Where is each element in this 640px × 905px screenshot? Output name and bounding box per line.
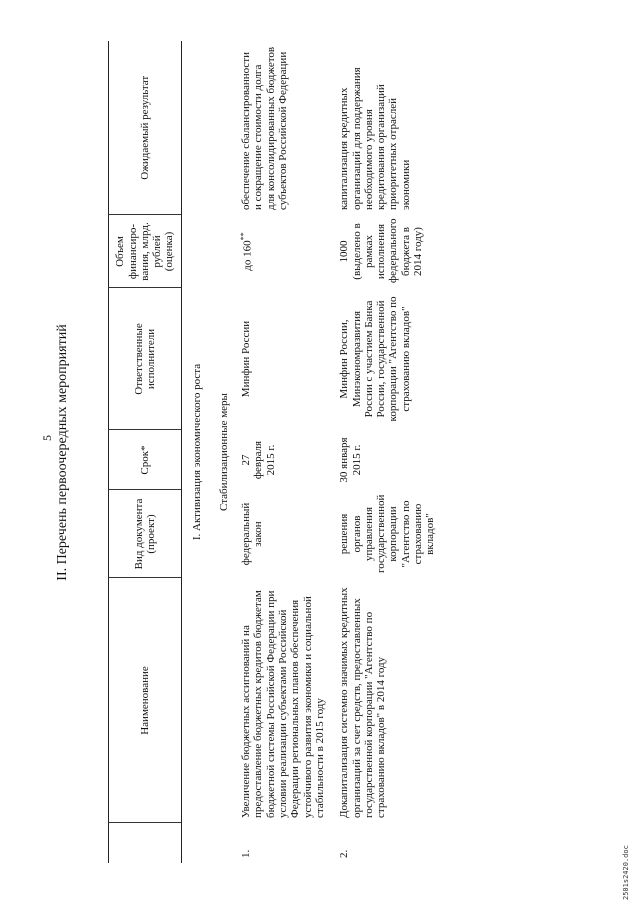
row-doc-type: решения органов управления государственной корпорации "Агентство по страхованию вкладов" xyxy=(338,494,437,573)
file-reference: 2501s2420.doc xyxy=(622,845,630,900)
row-result: капитализация кредитных организаций для поддержания необходимого уровня кредитования организаций приоритетных отраслей экономики xyxy=(338,67,412,210)
header-funding: Объем финансиро-вания, млрд. рублей (оценка) xyxy=(109,215,182,288)
subsection-heading: Стабилизационные меры xyxy=(217,393,230,511)
subsection-row xyxy=(212,41,236,863)
row-responsible: Минфин России xyxy=(240,320,252,398)
row-number: 2. xyxy=(338,849,351,858)
row-funding: 1000 (выделено в рамках исполнения федерального бюджета в 2014 году) xyxy=(338,218,425,283)
row-number: 1. xyxy=(240,849,252,858)
header-doc-type: Вид документа (проект) xyxy=(109,490,182,578)
row-name: Увеличение бюджетных ассигнований на предоставление бюджетных кредитов бюджетам бюджетной системы Российской Федерации при условии реализации субъектами Российской Федерации региональных планов обеспечения устойчивого развития экономики и социальной стабильности в 2015 году xyxy=(240,590,326,818)
header-responsible: Ответственные исполнители xyxy=(109,288,182,430)
table-header-row xyxy=(109,41,182,863)
table-row xyxy=(334,41,445,863)
measures-table xyxy=(108,41,445,863)
page-title: II. Перечень первоочередных мероприятий xyxy=(55,324,70,581)
row-deadline: 30 января 2015 г. xyxy=(338,437,363,483)
table-row xyxy=(236,41,334,863)
row-name: Докапитализация системно значимых кредитных организаций за счет средств, предоставленных государственной корпорации "Агентство по страхованию вкладов" в 2014 году xyxy=(338,587,388,818)
header-result: Ожидаемый результат xyxy=(109,41,182,215)
header-name: Наименование xyxy=(109,578,182,823)
row-deadline: 27 февраля 2015 г. xyxy=(240,440,277,480)
row-funding xyxy=(236,215,334,288)
header-deadline: Срок* xyxy=(109,430,182,490)
section-heading: I. Активизация экономического роста xyxy=(190,363,203,541)
page-number: 5 xyxy=(40,435,54,441)
funding-value: до 160 xyxy=(241,240,254,271)
row-responsible: Минфин России, Минэкономразвития России с участием Банка России, государственной корпорации "Агентство по страхованию вкладов" xyxy=(338,296,412,422)
section-row xyxy=(182,41,213,863)
header-number xyxy=(109,823,182,863)
row-result: обеспечение сбалансированности и сокращение стоимости долга для консолидированных бюджетов субъектов Российской Федерации xyxy=(240,46,289,210)
funding-footnote-mark: ** xyxy=(239,232,248,241)
row-doc-type: федеральный закон xyxy=(240,502,265,566)
